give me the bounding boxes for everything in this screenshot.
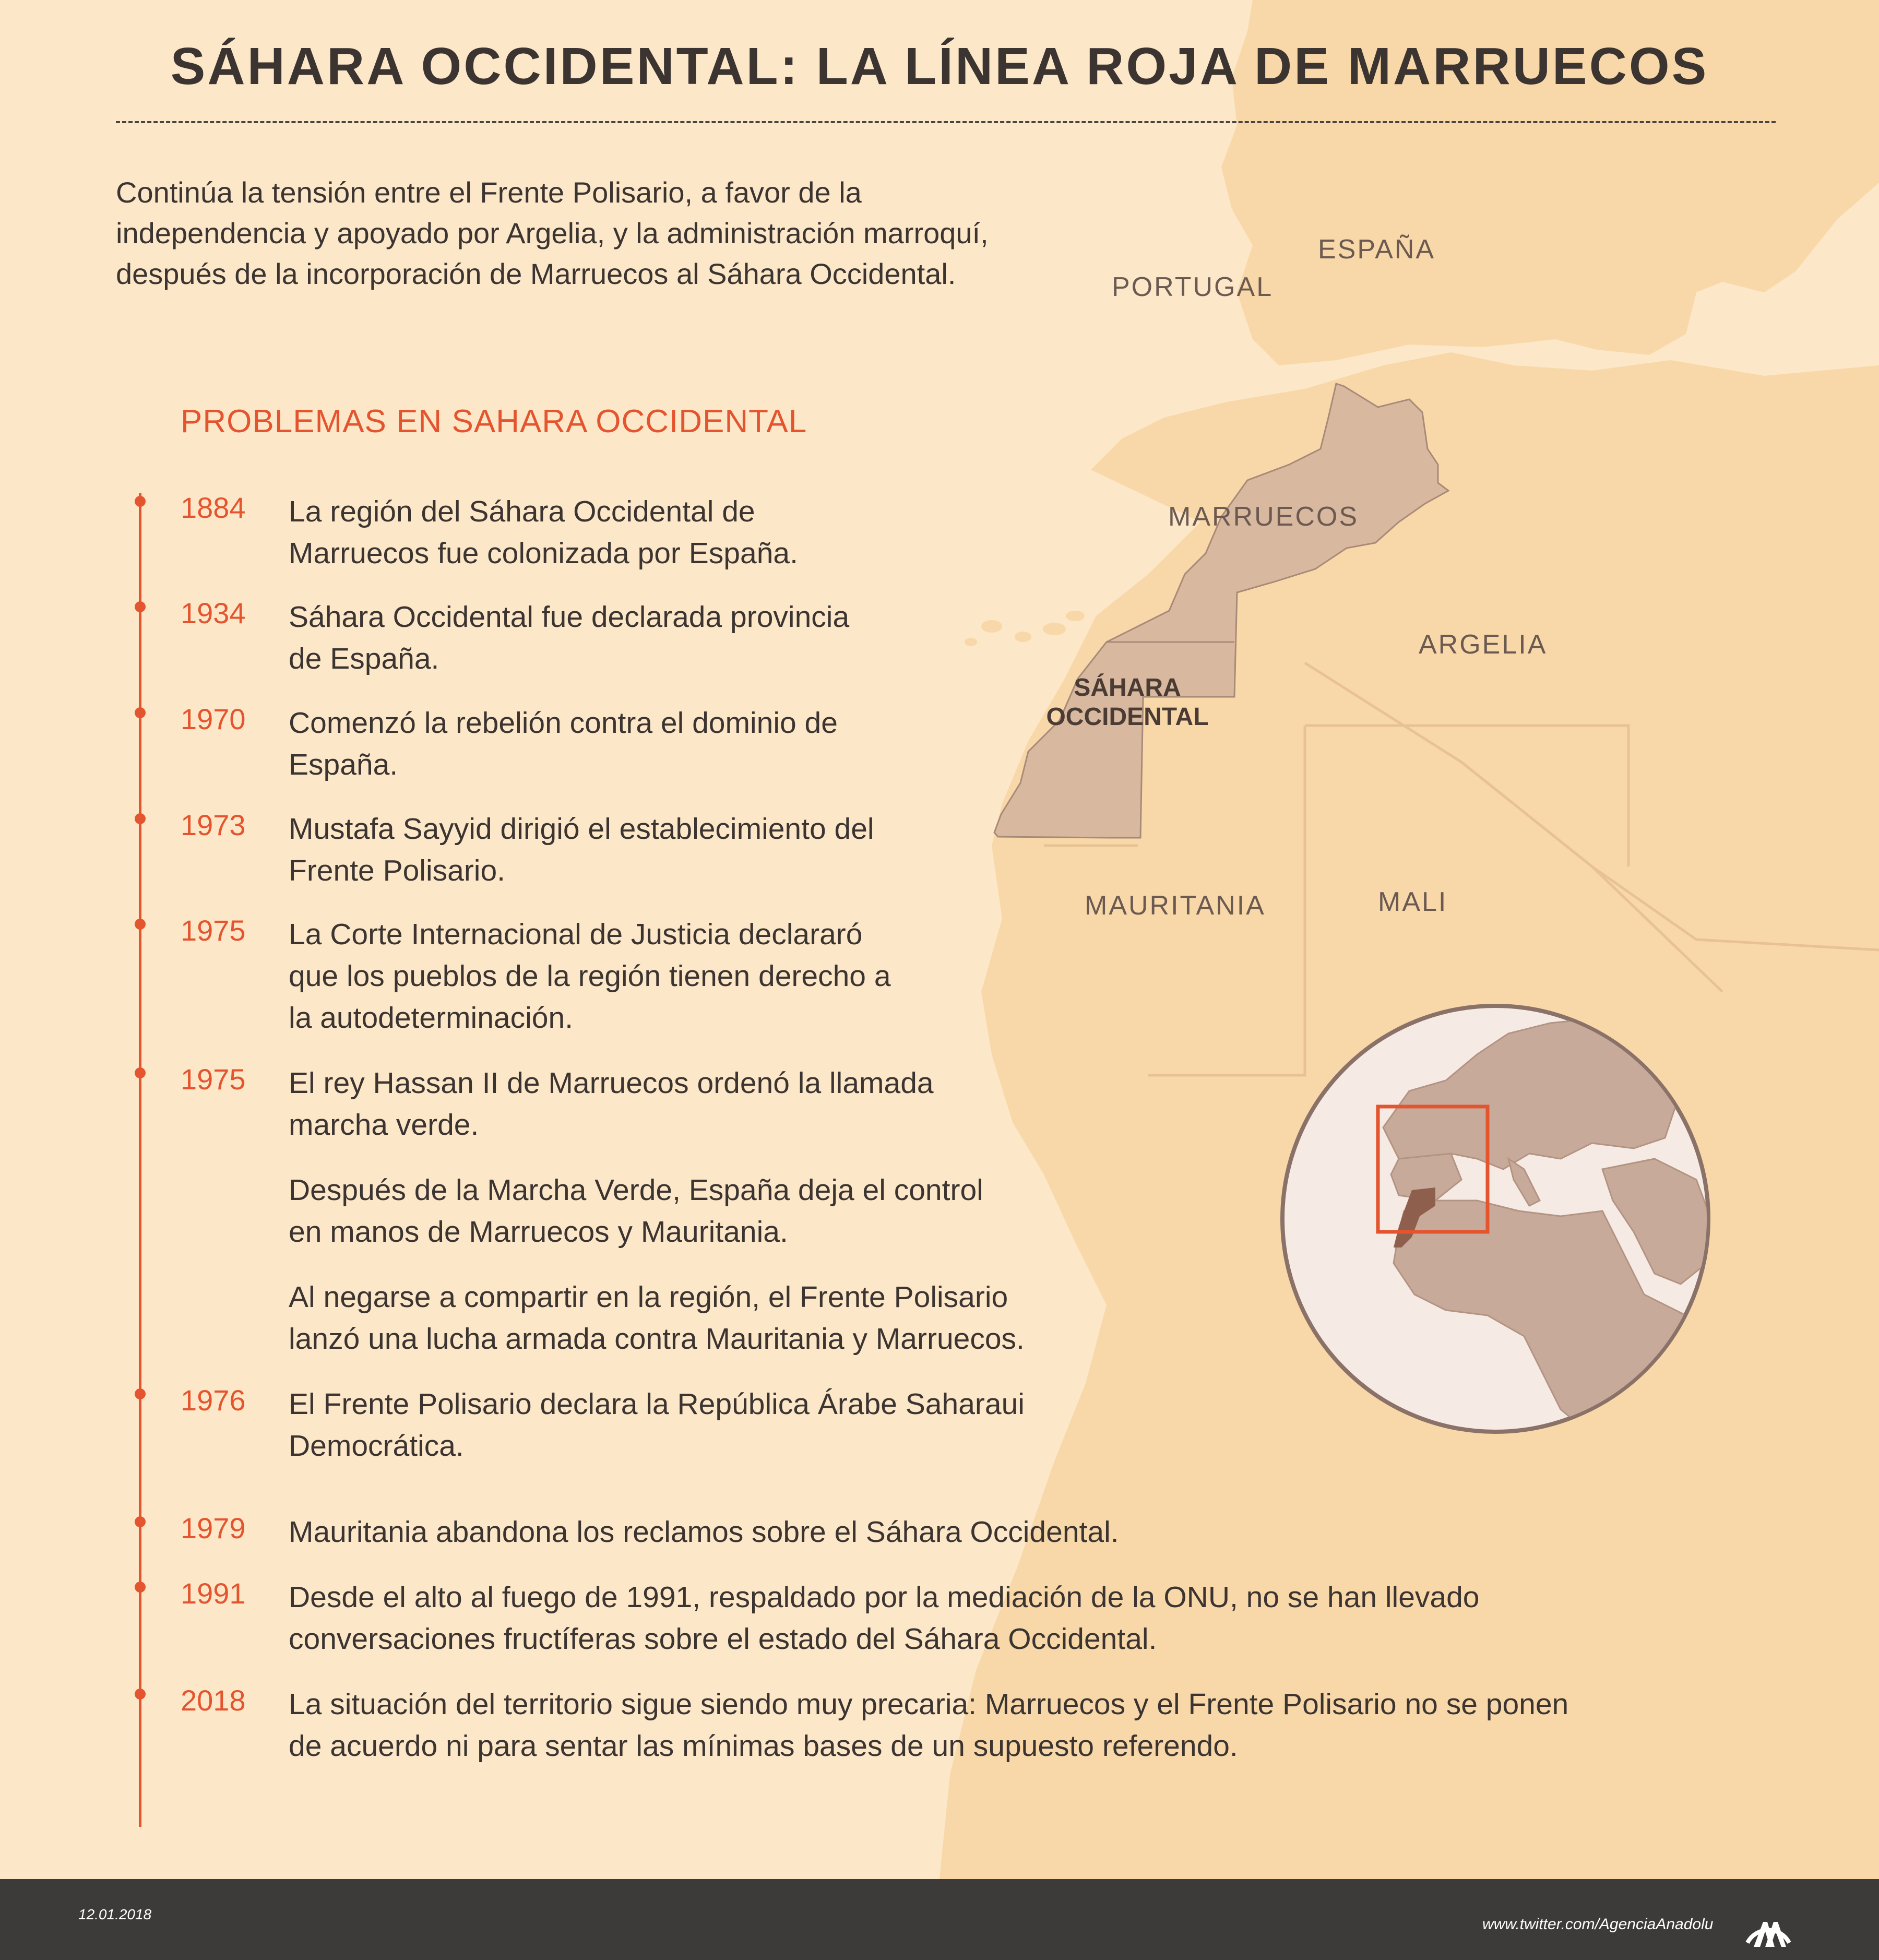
- label-sahara-line1: SÁHARA: [1074, 674, 1181, 702]
- intro-line: independencia y apoyado por Argelia, y la administración marroquí,: [116, 217, 989, 250]
- timeline-year: 1973: [181, 809, 246, 841]
- timeline-description-line: Mauritania abandona los reclamos sobre el Sáhara Occidental.: [289, 1515, 1119, 1549]
- label-marruecos: MARRUECOS: [1168, 502, 1359, 532]
- timeline-dot: [135, 601, 146, 612]
- intro-line: después de la incorporación de Marruecos al Sáhara Occidental.: [116, 257, 956, 290]
- timeline-description-line: Marruecos fue colonizada por España.: [289, 537, 798, 570]
- timeline-dot: [135, 1516, 146, 1527]
- timeline-year: 1934: [181, 597, 246, 629]
- timeline-description-line: El rey Hassan II de Marruecos ordenó la llamada: [289, 1066, 934, 1100]
- footer-date: 12.01.2018: [78, 1906, 152, 1922]
- timeline-heading: PROBLEMAS EN SAHARA OCCIDENTAL: [181, 403, 807, 439]
- timeline-description-line: que los pueblos de la región tienen derecho a: [289, 959, 891, 993]
- label-mauritania: MAURITANIA: [1085, 890, 1266, 921]
- timeline-description: [289, 702, 838, 786]
- intro-paragraph: [116, 172, 1149, 294]
- timeline-description-line: marcha verde.: [289, 1108, 479, 1142]
- timeline-description: [289, 1062, 934, 1146]
- title-divider: [116, 121, 1776, 123]
- timeline-description-line: El Frente Polisario declara la República Árabe Saharaui: [289, 1387, 1025, 1421]
- timeline-dot: [135, 707, 146, 718]
- timeline-description-line: conversaciones fructíferas sobre el estado del Sáhara Occidental.: [289, 1622, 1157, 1656]
- timeline-description-line: Mustafa Sayyid dirigió el establecimiento del: [289, 812, 874, 846]
- anadolu-agency-logo-icon: [1742, 1901, 1794, 1953]
- timeline-description-line: Frente Polisario.: [289, 854, 506, 887]
- timeline-description-line: la autodeterminación.: [289, 1001, 574, 1035]
- timeline-description-line: La Corte Internacional de Justicia declararó: [289, 918, 863, 951]
- label-espana: ESPAÑA: [1318, 234, 1436, 265]
- label-mali: MALI: [1378, 887, 1448, 917]
- timeline-description-line: La situación del territorio sigue siendo muy precaria: Marruecos y el Frente Polisario no se ponen: [289, 1688, 1569, 1721]
- timeline-year: 1970: [181, 703, 246, 735]
- timeline-year: 2018: [181, 1684, 246, 1717]
- timeline-description: [289, 1383, 1025, 1467]
- timeline-description-line: Desde el alto al fuego de 1991, respaldado por la mediación de la ONU, no se han llevado: [289, 1581, 1480, 1614]
- footer: [0, 1879, 1879, 1960]
- timeline-year: 1979: [181, 1512, 246, 1545]
- label-sahara-occidental: [1033, 673, 1221, 732]
- locator-globe: [1279, 1002, 1712, 1435]
- timeline-year: 1976: [181, 1384, 246, 1417]
- timeline-description-line: en manos de Marruecos y Mauritania.: [289, 1215, 788, 1249]
- timeline-description: [289, 1511, 1119, 1553]
- timeline-year: 1975: [181, 914, 246, 947]
- label-portugal: PORTUGAL: [1112, 272, 1274, 302]
- timeline-description: [289, 596, 849, 680]
- timeline-description-line: Al negarse a compartir en la región, el Frente Polisario: [289, 1280, 1008, 1314]
- timeline-description-line: Sáhara Occidental fue declarada provincia: [289, 600, 850, 634]
- label-sahara-line2: OCCIDENTAL: [1046, 703, 1209, 731]
- timeline-dot: [135, 1067, 146, 1078]
- timeline-dot: [135, 1388, 146, 1399]
- timeline-dot: [135, 919, 146, 930]
- timeline-description-line: Después de la Marcha Verde, España deja el control: [289, 1173, 983, 1207]
- timeline-description: [289, 913, 891, 1039]
- timeline-description-line: de España.: [289, 642, 439, 675]
- timeline-description: [289, 1576, 1480, 1660]
- timeline-description: [289, 808, 874, 892]
- timeline-year: 1991: [181, 1577, 246, 1610]
- timeline-dot: [135, 813, 146, 824]
- label-argelia: ARGELIA: [1419, 629, 1548, 660]
- timeline-description-line: de acuerdo ni para sentar las mínimas bases de un supuesto referendo.: [289, 1729, 1238, 1763]
- timeline-line: [139, 493, 141, 1827]
- timeline-dot: [135, 1689, 146, 1700]
- page-title: SÁHARA OCCIDENTAL: LA LÍNEA ROJA DE MARRUECOS: [170, 37, 1709, 96]
- timeline-description: [289, 1169, 983, 1253]
- timeline-description-line: Democrática.: [289, 1429, 464, 1463]
- timeline-dot: [135, 1582, 146, 1593]
- intro-line: Continúa la tensión entre el Frente Polisario, a favor de la: [116, 176, 862, 209]
- timeline-dot: [135, 496, 146, 507]
- timeline-year: 1975: [181, 1063, 246, 1096]
- timeline-description: [289, 491, 798, 574]
- timeline-description-line: España.: [289, 748, 398, 781]
- timeline-description-line: La región del Sáhara Occidental de: [289, 495, 755, 528]
- footer-twitter-link[interactable]: www.twitter.com/AgenciaAnadolu: [1482, 1916, 1714, 1933]
- timeline-year: 1884: [181, 491, 246, 524]
- timeline-description: [289, 1276, 1025, 1360]
- timeline-description: [289, 1683, 1568, 1767]
- timeline-description-line: lanzó una lucha armada contra Mauritania y Marruecos.: [289, 1322, 1025, 1356]
- timeline-description-line: Comenzó la rebelión contra el dominio de: [289, 706, 838, 740]
